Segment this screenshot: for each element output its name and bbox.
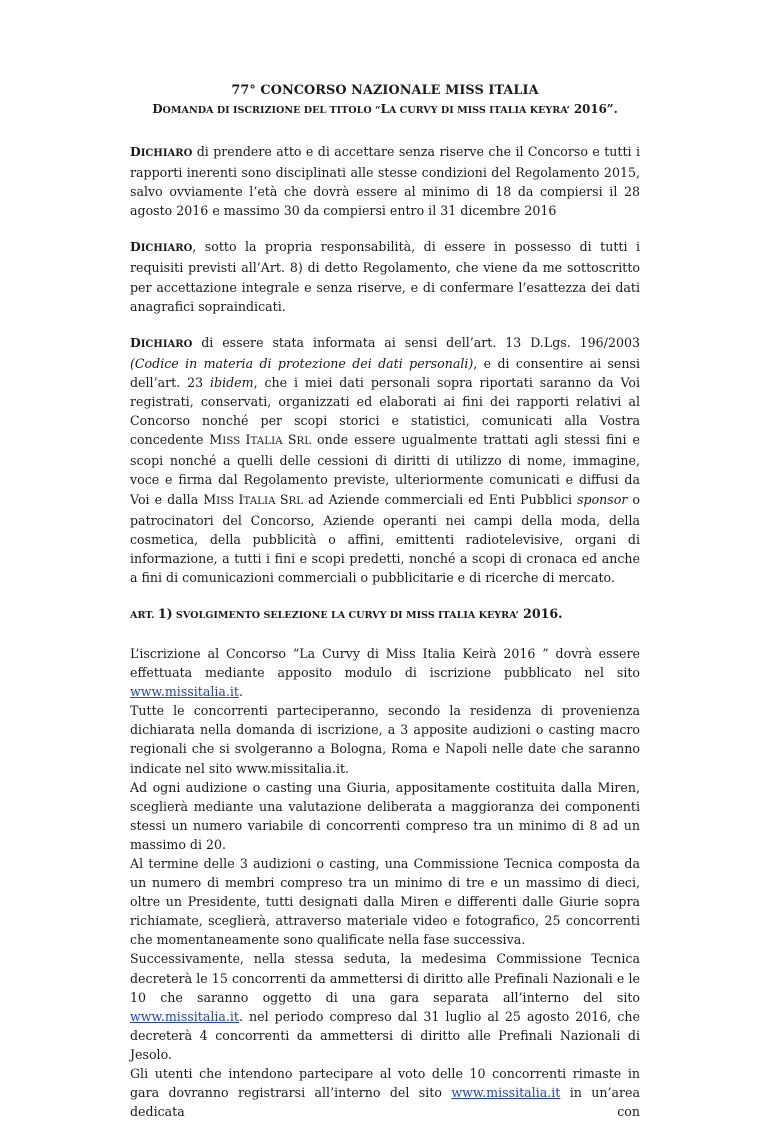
dichiaro-label: DICHIARO: [130, 144, 193, 159]
paragraph-privacy: DICHIARO di essere stata informata ai sensi dell’art. 13 D.Lgs. 196/2003 (Codice in materia di protezione dei dati personali), e di consentire ai sensi dell’art. 23 ibidem, che i miei dati personali sopra riportati saranno da Voi registrati, conservati, organizzati ed elaborati ai fini dei rapporti relativi al Concorso nonché per scopi storici e statistici, comunicati alla Vostra concedente MISS ITALIA SRL onde essere ugualmente trattati agli stessi fini e scopi nonché a quelli delle cessioni di diritti di utilizzo di nome, immagine, voce e firma dal Regolamento previste, ulteriormente comunicati e diffusi da Voi e dalla MISS ITALIA SRL ad Aziende commerciali ed Enti Pubblici sponsor o patrocinatori del Concorso, Aziende operanti nei campi della moda, della cosmetica, della pubblicità o affini, emittenti radiotelevisive, organi di informazione, a tutti i fini e scopi predetti, nonché a scopi di cronaca ed anche a fini di comunicazioni commerciali o pubblicitarie e di ricerche di mercato.: [130, 334, 640, 585]
document-subtitle: DOMANDA DI ISCRIZIONE DEL TITOLO “LA CURVY DI MISS ITALIA KEYRA’ 2016”.: [152, 102, 618, 116]
article-heading: ART. 1) SVOLGIMENTO SELEZIONE LA CURVY DI MISS ITALIA KEYRA’ 2016.: [130, 605, 563, 621]
missitalia-link[interactable]: www.missitalia.it: [130, 1008, 239, 1024]
document-body: [130, 82, 640, 1121]
paragraph-requirements: DICHIARO, sotto la propria responsabilità, di essere in possesso di tutti i requisiti previsti all’Art. 8) di detto Regolamento, che viene da me sottoscritto per accettazione integrale e senza riserve, e di confermare l’esattezza dei dati anagrafici sopraindicati.: [130, 239, 640, 314]
miss-italia-srl: MISS ITALIA SRL: [203, 491, 304, 507]
section-auditions: Tutte le concorrenti parteciperanno, secondo la residenza di provenienza dichiarata nella domanda di iscrizione, a 3 apposite audizioni o casting macro regionali che si svolgeranno a Bologna, Roma e Napoli nelle date che saranno indicate nel sito www.missitalia.it.: [130, 703, 640, 776]
dichiaro-label: DICHIARO: [130, 334, 193, 350]
dichiaro-label: DICHIARO: [130, 239, 193, 255]
missitalia-link[interactable]: www.missitalia.it: [130, 684, 239, 700]
section-registration: L’iscrizione al Concorso “La Curvy di Miss Italia Keirà 2016 ” dovrà essere effettuata mediante apposito modulo di iscrizione pubblicato nel sito www.missitalia.it.: [130, 645, 640, 700]
miss-italia-srl: MISS ITALIA SRL: [209, 432, 312, 448]
section-commission: Al termine delle 3 audizioni o casting, una Commissione Tecnica composta da un numero di membri compreso tra un minimo di tre e un massimo di dieci, oltre un Presidente, tutti designati dalla Miren e differenti dalle Giurie sopra richiamate, sceglierà, attraverso materiale video e fotografico, 25 concorrenti che momentaneamente sono qualificate nella fase successiva.: [130, 856, 640, 948]
section-jury: Ad ogni audizione o casting una Giuria, appositamente costituita dalla Miren, sceglierà mediante una valutazione deliberata a maggioranza dei componenti stessi un numero variabile di concorrenti compreso tra un minimo di 8 ad un massimo di 20.: [130, 779, 640, 852]
document-title: 77° CONCORSO NAZIONALE MISS ITALIA: [231, 83, 539, 98]
section-voting: Gli utenti che intendono partecipare al voto delle 10 concorrenti rimaste in gara dovranno registrarsi all’interno del sito www.missitalia.it in un’area dedicata con: [130, 1066, 640, 1120]
section-prefinals: Successivamente, nella stessa seduta, la medesima Commissione Tecnica decreterà le 15 concorrenti da ammettersi di diritto alle Prefinali Nazionali e le 10 che saranno oggetto di una gara separata all’interno del sito www.missitalia.it. nel periodo compreso dal 31 luglio al 25 agosto 2016, che decreterà 4 concorrenti da ammettersi di diritto alle Prefinali Nazionali di Jesolo.: [130, 951, 640, 1062]
article-body: [130, 644, 640, 1121]
paragraph-age-conditions: DICHIARO di prendere atto e di accettare senza riserve che il Concorso e tutti i rapporti inerenti sono disciplinati alle stesse condizioni del Regolamento 2015, salvo ovviamente l’età che dovrà essere al minimo di 18 da compiersi il 28 agosto 2016 e massimo 30 da compiersi entro il 31 dicembre 2016: [130, 144, 640, 219]
missitalia-link[interactable]: www.missitalia.it: [451, 1085, 561, 1101]
